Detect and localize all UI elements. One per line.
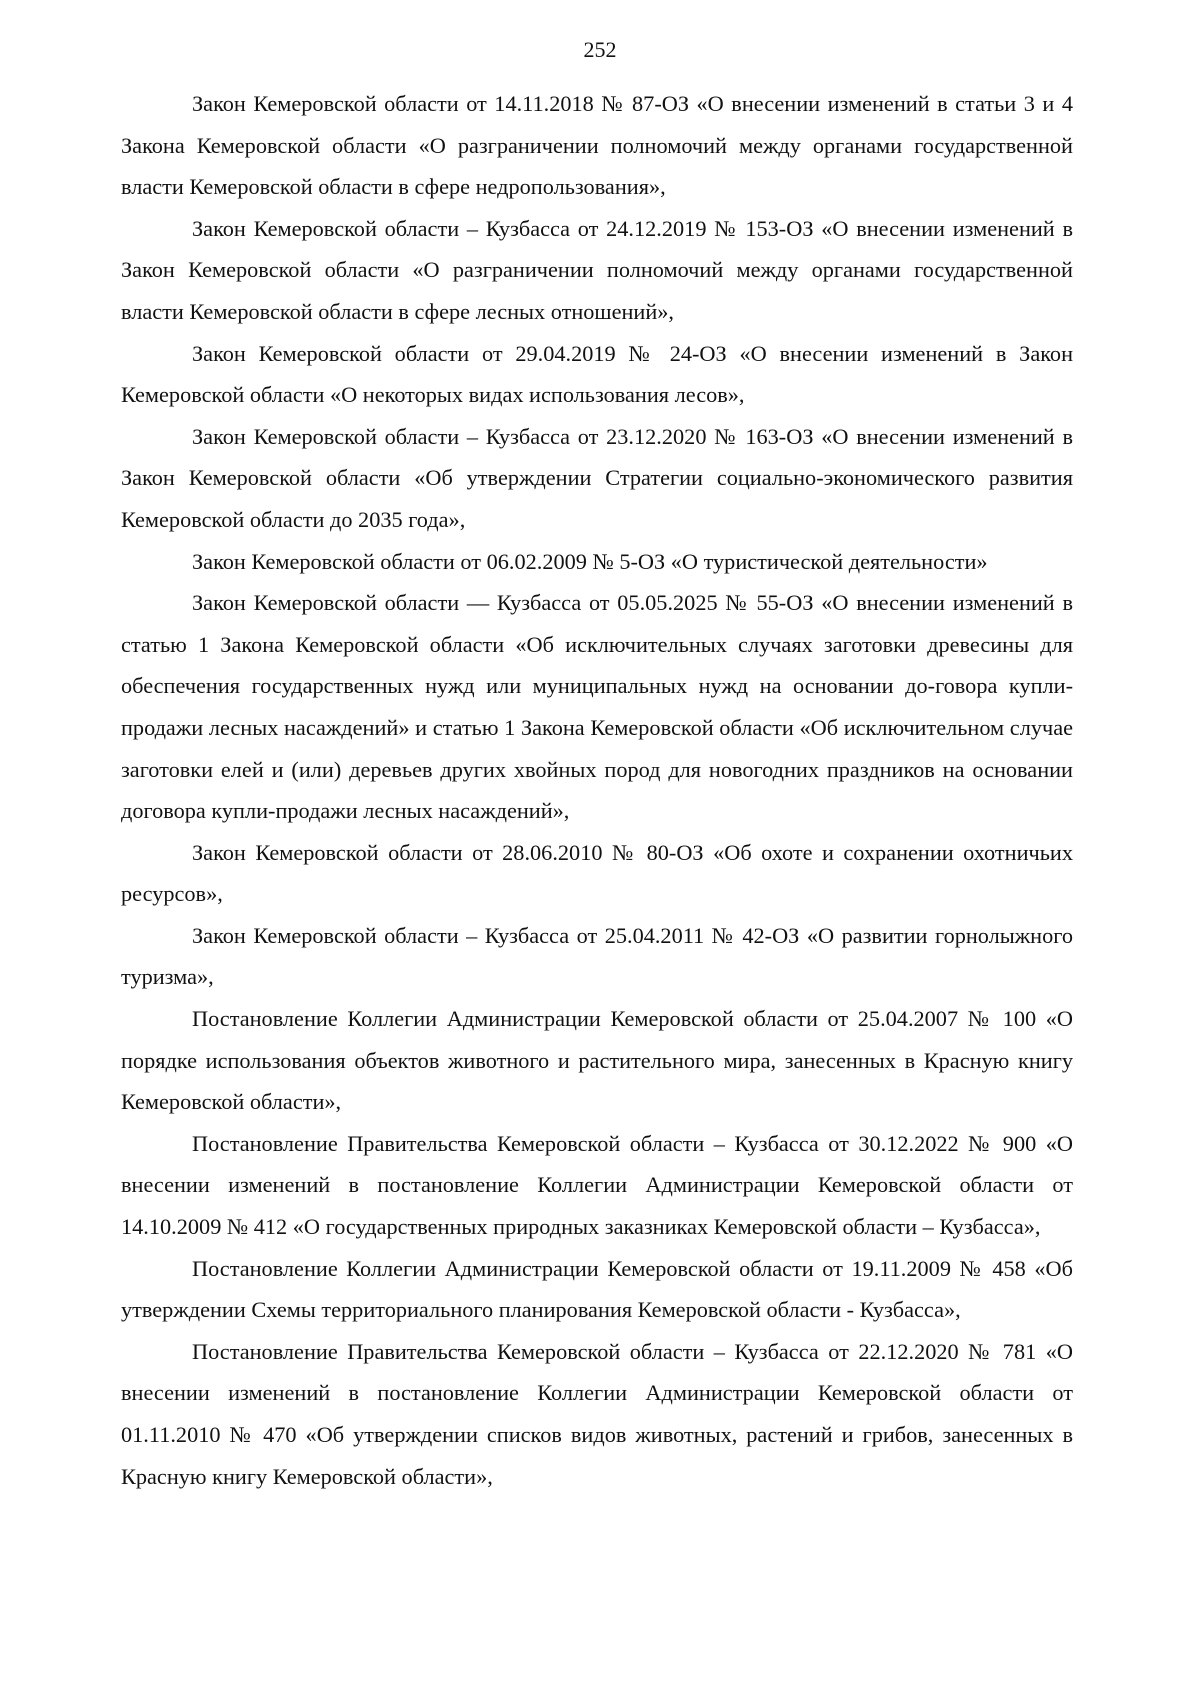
paragraph-resolution-458: Постановление Коллегии Администрации Кемеровской области от 19.11.2009 № 458 «Об утверждении Схемы территориального планирования Кемеровской области - Кузбасса», [121, 1255, 1073, 1323]
document-body [121, 83, 1073, 1497]
paragraph-resolution-100: Постановление Коллегии Администрации Кемеровской области от 25.04.2007 № 100 «О порядке использования объектов животного и растительного мира, занесенных в Красную книгу Кемеровской области», [121, 1006, 1073, 1115]
paragraph-law-55-oz: Закон Кемеровской области — Кузбасса от 05.05.2025 № 55-ОЗ «О внесении изменений в статью 1 Закона Кемеровской области «Об исключительных случаях заготовки древесины для обеспечения государственных нужд или муниципальных нужд на основании до-говора купли-продажи лесных насаждений» и статью 1 Закона Кемеровской области «Об исключительном случае заготовки елей и (или) деревьев других хвойных пород для новогодних праздников на основании договора купли-продажи лесных насаждений», [121, 590, 1073, 824]
paragraph-law-5-oz: Закон Кемеровской области от 06.02.2009 № 5-ОЗ «О туристической деятельности» [192, 548, 988, 574]
paragraph-law-42-oz: Закон Кемеровской области – Кузбасса от 25.04.2011 № 42-ОЗ «О развитии горнолыжного туризма», [121, 922, 1073, 990]
paragraph-law-87-oz: Закон Кемеровской области от 14.11.2018 № 87-ОЗ «О внесении изменений в статьи 3 и 4 Закона Кемеровской области «О разграничении полномочий между органами государственной власти Кемеровской области в сфере недропользования», [121, 91, 1073, 200]
paragraph-resolution-900: Постановление Правительства Кемеровской области – Кузбасса от 30.12.2022 № 900 «О внесении изменений в постановление Коллегии Администрации Кемеровской области от 14.10.2009 № 412 «О государственных природных заказниках Кемеровской области – Кузбасса», [121, 1130, 1073, 1240]
paragraph-resolution-781: Постановление Правительства Кемеровской области – Кузбасса от 22.12.2020 № 781 «О внесении изменений в постановление Коллегии Администрации Кемеровской области от 01.11.2010 № 470 «Об утверждении списков видов животных, растений и грибов, занесенных в Красную книгу Кемеровской области», [121, 1338, 1073, 1489]
paragraph-law-153-oz: Закон Кемеровской области – Кузбасса от 24.12.2019 № 153-ОЗ «О внесении изменений в Закон Кемеровской области «О разграничении полномочий между органами государственной власти Кемеровской области в сфере лесных отношений», [121, 215, 1073, 324]
paragraph-law-24-oz: Закон Кемеровской области от 29.04.2019 № 24-ОЗ «О внесении изменений в Закон Кемеровской области «О некоторых видах использования лесов», [121, 340, 1073, 408]
paragraph-law-80-oz: Закон Кемеровской области от 28.06.2010 № 80-ОЗ «Об охоте и сохранении охотничьих ресурсов», [121, 839, 1073, 907]
paragraph-law-163-oz: Закон Кемеровской области – Кузбасса от 23.12.2020 № 163-ОЗ «О внесении изменений в Закон Кемеровской области «Об утверждении Стратегии социально-экономического развития Кемеровской области до 2035 года», [121, 423, 1073, 532]
page-number: 252 [583, 37, 617, 62]
